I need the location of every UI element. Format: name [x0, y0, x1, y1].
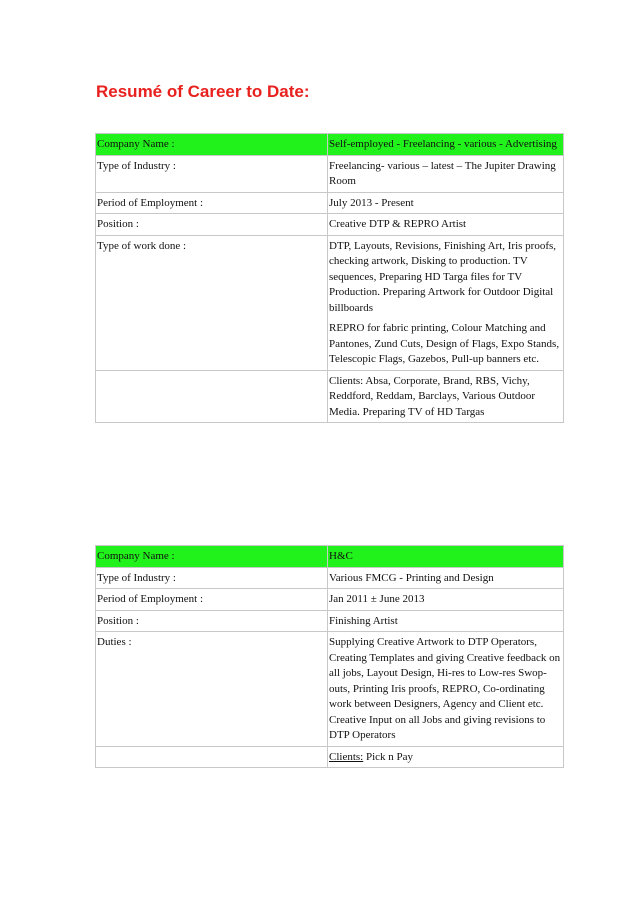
row-value: [328, 610, 564, 632]
table-row: [96, 567, 564, 589]
value-text: [329, 750, 562, 766]
row-label: [96, 746, 328, 768]
value-text: Jan 2011 ± June 2013: [329, 593, 425, 605]
row-label: Type of Industry :: [96, 567, 328, 589]
table-row: [96, 235, 564, 370]
row-label: Position :: [96, 610, 328, 632]
table-row: [96, 134, 564, 156]
value-text: Creative DTP & REPRO Artist: [329, 218, 467, 230]
value-text: REPRO for fabric printing, Colour Matching and Pantones, Zund Cuts, Design of Flags, Expo Stands, Telescopic Flags, Gazebos, Pull-up banners etc.: [329, 322, 560, 365]
value-text: Various FMCG - Printing and Design: [329, 571, 494, 584]
row-label: Period of Employment :: [96, 589, 328, 611]
value-text: Clients: Absa, Corporate, Brand, RBS, Vichy, Reddford, Reddam, Barclays, Various Outdoor Media. Preparing TV of HD Targas: [329, 374, 536, 418]
value-text: July 2013 - Present: [329, 196, 414, 209]
row-label: [96, 370, 328, 423]
row-value: [328, 589, 564, 611]
value-text: Freelancing- various – latest – The Jupiter Drawing Room: [329, 159, 556, 187]
row-label: Type of Industry :: [96, 155, 328, 192]
job-table-freelancing: [95, 133, 564, 423]
table-row: [96, 192, 564, 214]
row-value: [328, 567, 564, 589]
value-text: H&C: [329, 550, 353, 562]
row-value: [328, 192, 564, 214]
value-text: Supplying Creative Artwork to DTP Operators, Creating Templates and giving Creative feedback on all jobs, Layout Design, Hi-res to Low-res Swop-outs, Printing Iris proofs, REPRO, Co-ordinating work between Designers, Agency and Client etc. Creative Input on all Jobs and giving revisions to DTP Operators: [329, 636, 561, 741]
clients-value: Pick n Pay: [363, 750, 414, 763]
row-value: [328, 370, 564, 423]
row-value: [328, 134, 564, 156]
row-value: [328, 546, 564, 568]
job-table-hc: [95, 545, 564, 768]
table-row: [96, 746, 564, 768]
row-label: Company Name :: [96, 546, 328, 568]
clients-label: Clients:: [329, 750, 364, 763]
page-title: Resumé of Career to Date:: [96, 82, 310, 101]
row-label: Period of Employment :: [96, 192, 328, 214]
value-text: DTP, Layouts, Revisions, Finishing Art, Iris proofs, checking artwork, Disking to production. TV sequences, Preparing HD Targa files for TV Production. Preparing Artwork for Outdoor Digital billboards: [329, 239, 557, 314]
row-label: Duties :: [96, 632, 328, 747]
table-row: [96, 214, 564, 236]
table-row: [96, 370, 564, 423]
row-value: [328, 155, 564, 192]
table-row: [96, 610, 564, 632]
row-label: Position :: [96, 214, 328, 236]
row-label: Company Name :: [96, 134, 328, 156]
value-text: Finishing Artist: [329, 614, 398, 627]
table-row: [96, 589, 564, 611]
table-row: [96, 155, 564, 192]
table-row: [96, 632, 564, 747]
row-value: [328, 235, 564, 370]
row-value: [328, 632, 564, 747]
row-value: [328, 214, 564, 236]
row-value: [328, 746, 564, 768]
row-label: Type of work done :: [96, 235, 328, 370]
value-text: Self-employed - Freelancing - various - Advertising: [329, 138, 557, 150]
table-row: [96, 546, 564, 568]
